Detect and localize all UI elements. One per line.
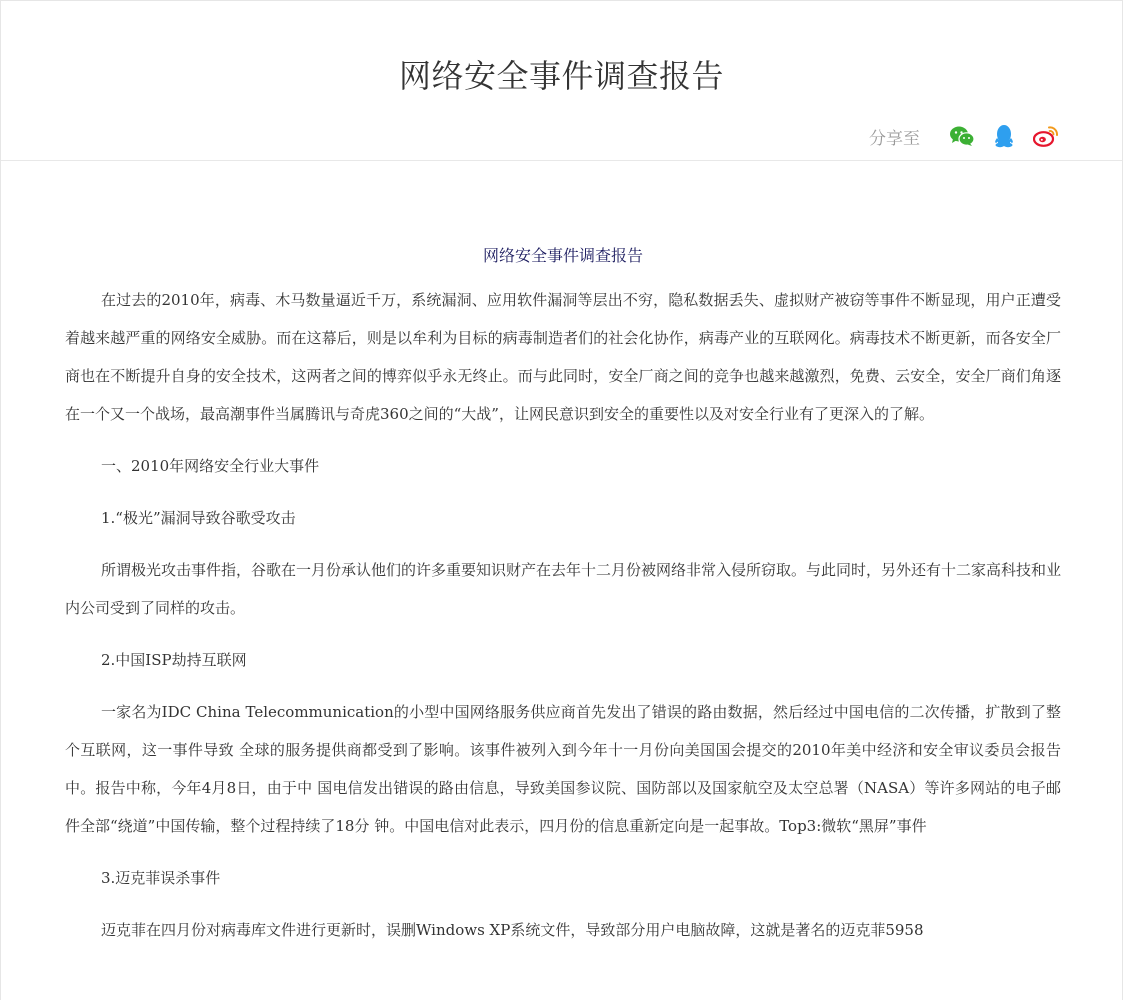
- article-paragraph: 在过去的2010年，病毒、木马数量逼近千万，系统漏洞、应用软件漏洞等层出不穷，隐私数据丢失、虚拟财产被窃等事件不断显现，用户正遭受着越来越严重的网络安全威胁。而在这幕后，则是以牟利为目标的病毒制造者们的社会化协作，病毒产业的互联网化。病毒技术不断更新，而各安全厂商也在不断提升自身的安全技术，这两者之间的博弈似乎永无终止。而与此同时，安全厂商之间的竞争也越来越激烈，免费、云安全，安全厂商们角逐在一个又一个战场，最高潮事件当属腾讯与奇虎360之间的“大战”，让网民意识到安全的重要性以及对安全行业有了更深入的了解。: [65, 291, 1061, 423]
- subsection-heading: 1.“极光”漏洞导致谷歌受攻击: [101, 509, 296, 527]
- wechat-icon[interactable]: [948, 122, 976, 150]
- article-content: [65, 231, 1061, 963]
- article-paragraph: 所谓极光攻击事件指，谷歌在一月份承认他们的许多重要知识财产在去年十二月份被网络非常入侵所窃取。与此同时，另外还有十二家高科技和业内公司受到了同样的攻击。: [65, 561, 1062, 617]
- share-bar: [869, 121, 1060, 151]
- article-paragraph: 一家名为IDC China Telecommunication的小型中国网络服务供应商首先发出了错误的路由数据，然后经过中国电信的二次传播，扩散到了整个互联网，这一事件导致 全球的服务提供商都受到了影响。该事件被列入到今年十一月份向美国国会提交的2010年美中经济和安全审议委员会报告中。报告中称，今年4月8日，由于中 国电信发出错误的路由信息，导致美国参议院、国防部以及国家航空及太空总署（NASA）等许多网站的电子邮件全部“绕道”中国传输，整个过程持续了18分 钟。中国电信对此表示，四月份的信息重新定向是一起事故。Top3:微软“黑屏”事件: [65, 703, 1061, 835]
- article-paragraph: 迈克菲在四月份对病毒库文件进行更新时，误删Windows XP系统文件，导致部分用户电脑故障，这就是著名的迈克菲5958: [101, 921, 924, 939]
- weibo-icon[interactable]: [1032, 122, 1060, 150]
- share-label: 分享至: [869, 128, 920, 149]
- section-heading: 一、2010年网络安全行业大事件: [101, 457, 320, 475]
- subsection-heading: 3.迈克菲误杀事件: [101, 869, 221, 887]
- qq-icon[interactable]: [990, 122, 1018, 150]
- article-title: 网络安全事件调查报告: [482, 246, 643, 265]
- page-title: 网络安全事件调查报告: [398, 57, 724, 95]
- page-header: [1, 1, 1122, 161]
- subsection-heading: 2.中国ISP劫持互联网: [101, 651, 247, 669]
